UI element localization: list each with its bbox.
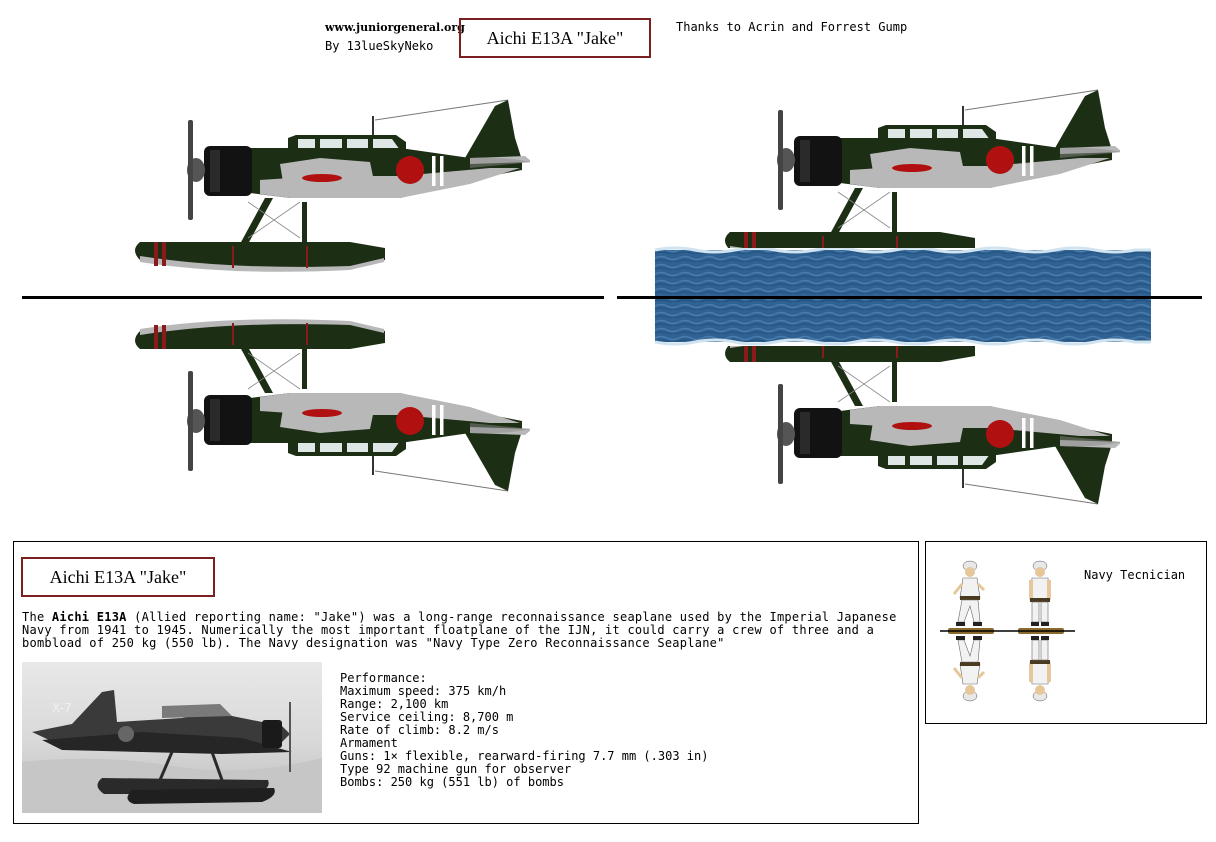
thanks-note: Thanks to Acrin and Forrest Gump bbox=[676, 20, 908, 34]
aircraft-side-view-lower-right bbox=[720, 346, 1120, 506]
photo-aircraft-marking: X-7 bbox=[52, 701, 72, 715]
site-url: www.juniorgeneral.org bbox=[325, 21, 465, 34]
info-title: Aichi E13A "Jake" bbox=[21, 557, 215, 597]
navy-technician-figures bbox=[940, 560, 1075, 710]
aircraft-description: The Aichi E13A (Allied reporting name: "Jake") was a long-range reconnaissance seaplane used by the Imperial Japanese Navy from 1941 to 1945. Numerically the most important floatplane of the IJN, it could carry a crew of three and a bombload of 250 kg (550 lb). The Navy designation was "Navy Type Zero Reconnaissance Seaplane" bbox=[22, 610, 897, 650]
performance-specs: Performance: Maximum speed: 375 km/h Range: 2,100 km Service ceiling: 8,700 m Rate of climb: 8.2 m/s Armament Guns: 1× flexible, rearward-firing 7.7 mm (.303 in) Type 92 machine gun for observer Bombs: 250 kg (551 lb) of bombs bbox=[340, 671, 709, 789]
aircraft-name: Aichi E13A bbox=[51, 610, 127, 624]
fold-line-right bbox=[617, 296, 1202, 299]
fold-line-left bbox=[22, 296, 604, 299]
page-title: Aichi E13A "Jake" bbox=[459, 18, 651, 58]
historical-photo bbox=[22, 662, 322, 813]
author-byline: By 13lueSkyNeko bbox=[325, 39, 434, 53]
aircraft-side-view-upper-right bbox=[720, 88, 1120, 248]
aircraft-side-view-lower-left bbox=[130, 313, 530, 493]
aircraft-side-view-upper-left bbox=[130, 98, 530, 278]
figure-label: Navy Tecnician bbox=[1084, 568, 1186, 582]
